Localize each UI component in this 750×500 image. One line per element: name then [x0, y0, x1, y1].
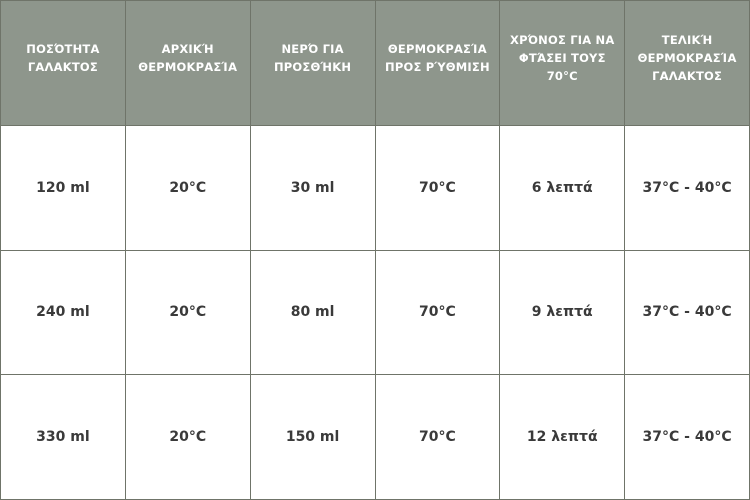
cell-water-to-add: 150 ml	[251, 375, 376, 500]
header-label: ΑΡΧΙΚΉ ΘΕΡΜΟΚΡΑΣΊΑ	[138, 41, 238, 74]
header-water-to-add	[251, 1, 376, 126]
header-time-to-reach	[500, 1, 625, 126]
header-label: ΘΕΡΜΟΚΡΑΣΊΑ ΠΡΟΣ ΡΎΘΜΙΣΗ	[385, 41, 490, 74]
cell-initial-temperature: 20°C	[126, 375, 251, 500]
header-set-temperature	[376, 1, 501, 126]
cell-initial-temperature: 20°C	[126, 126, 251, 251]
cell-milk-quantity: 330 ml	[1, 375, 126, 500]
cell-set-temperature: 70°C	[376, 251, 501, 376]
cell-final-temperature: 37°C - 40°C	[625, 375, 750, 500]
cell-time-to-reach: 12 λεπτά	[500, 375, 625, 500]
cell-set-temperature: 70°C	[376, 375, 501, 500]
cell-final-temperature: 37°C - 40°C	[625, 251, 750, 376]
header-label: ΧΡΌΝΟΣ ΓΙΑ ΝΑ ΦΤΆΣΕΙ ΤΟΥΣ 70°C	[510, 32, 615, 83]
cell-time-to-reach: 6 λεπτά	[500, 126, 625, 251]
cell-time-to-reach: 9 λεπτά	[500, 251, 625, 376]
cell-water-to-add: 80 ml	[251, 251, 376, 376]
cell-initial-temperature: 20°C	[126, 251, 251, 376]
header-label: ΤΕΛΙΚΉ ΘΕΡΜΟΚΡΑΣΊΑ ΓΑΛΑΚΤΟΣ	[637, 32, 737, 83]
cell-milk-quantity: 120 ml	[1, 126, 126, 251]
cell-set-temperature: 70°C	[376, 126, 501, 251]
header-final-milk-temperature	[625, 1, 750, 126]
header-label: ΝΕΡΌ ΓΙΑ ΠΡΟΣΘΉΚΗ	[273, 41, 352, 74]
cell-water-to-add: 30 ml	[251, 126, 376, 251]
header-label: ΠΟΣΌΤΗΤΑ ΓΑΛΑΚΤΟΣ	[26, 41, 100, 74]
cell-final-temperature: 37°C - 40°C	[625, 126, 750, 251]
header-initial-temperature	[126, 1, 251, 126]
header-milk-quantity	[1, 1, 126, 126]
cell-milk-quantity: 240 ml	[1, 251, 126, 376]
